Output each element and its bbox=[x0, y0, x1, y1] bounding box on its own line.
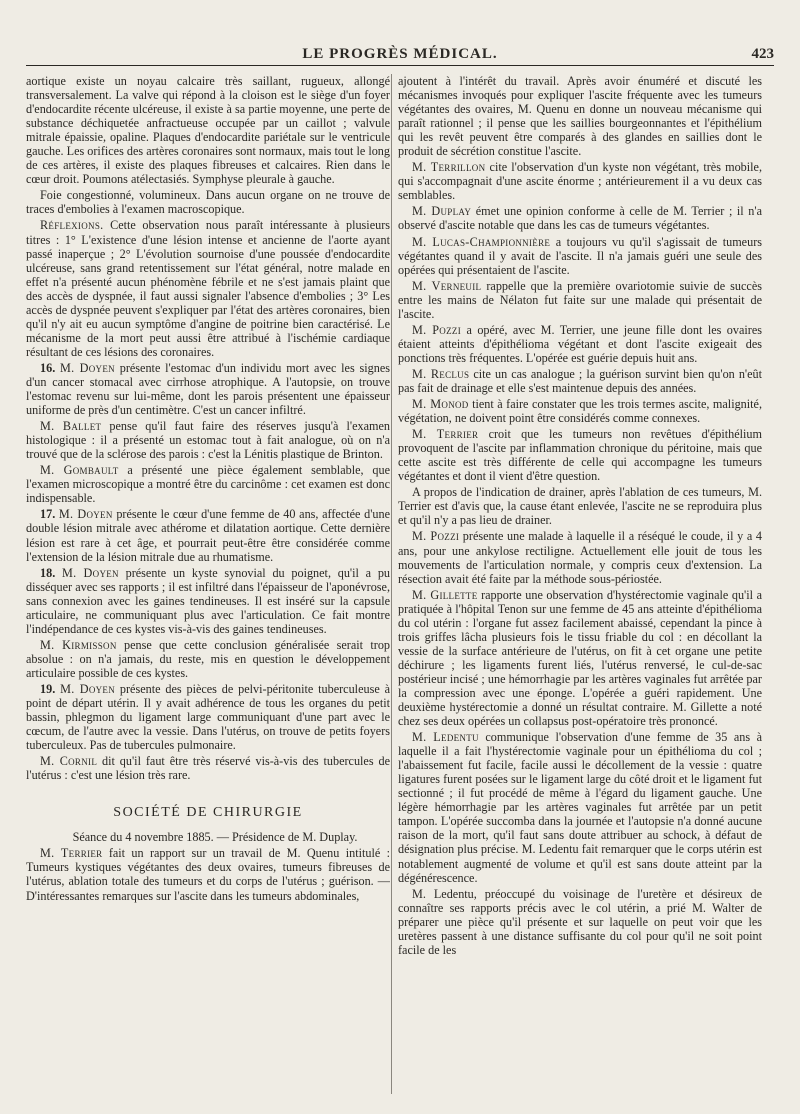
paragraph-text: dit qu'il faut être très réservé vis-à-vis des tubercules de l'utérus : c'est une lésion très rare. bbox=[26, 754, 390, 783]
paragraph-text: a toujours vu qu'il s'agissait de tumeurs végétantes quand il y avait de l'ascite. Il n'a jamais guéri une seule des opérées qui présentaient de l'ascite. bbox=[398, 234, 762, 277]
paragraph bbox=[398, 485, 762, 527]
paragraph-text: présente le cœur d'une femme de 40 ans, affectée d'une double lésion mitrale avec athérome et dilatation aortique. Cette dernière lésion est rare à cet âge, et pourrait peut-être être considérée comme l'extension de la lésion mitrale due au rhumatisme. bbox=[26, 507, 390, 564]
speaker-name: M. Gillette bbox=[412, 587, 478, 602]
speaker-name: M. Cornil bbox=[40, 754, 98, 769]
paragraph-text: ajoutent à l'intérêt du travail. Après avoir énuméré et discuté les mécanismes invoqués pour expliquer l'ascite fréquente avec les tumeurs végétantes des ovaires, M. Quenu en donne un nouveau mécanisme qui paraît rationnel ; il pense que les saillies bourgeonnantes et l'épithélium qui les revêt peuvent être comparés à des glandes en saillies dont le produit de sécrétion constitue l'ascite. bbox=[398, 74, 762, 159]
paragraph-text: M. Ledentu, préoccupé du voisinage de l'uretère et désireux de connaître ses rapports précis avec le col utérin, a prié M. Walter de préparer une pièce qu'il présente et sur laquelle on peut voir que les uretères passent à une distance suffisante du col pour qu'il ne soit point facile de les bbox=[398, 886, 762, 957]
right-column bbox=[398, 74, 762, 1104]
paragraph-text: présente des pièces de pelvi-péritonite tuberculeuse à point de départ utérin. Il y avait adhérence de tous les organes du petit bassin, phlegmon du ligament large communiquant d'une part avec le cœcum, de l'autre avec la vessie. Dans l'utérus, on trouve de petits foyers tuberculeux. Pas de tubercules pulmonaire. bbox=[26, 681, 390, 753]
paragraph bbox=[398, 323, 762, 365]
paragraph bbox=[398, 397, 762, 425]
paragraph-text: présente un kyste synovial du poignet, qu'il a pu disséquer avec ses rapports ; il est infiltré dans l'épaisseur de l'aponévrose, sans connexion avec les gaines tendineuses. Il est inséré sur la capsule articulaire, ne communiquant plus avec l'articulation. Ce fait montre l'indépendance de ces kystes vis-à-vis des gaines tendineuses. bbox=[26, 565, 390, 636]
speaker-name: Réflexions. bbox=[40, 218, 104, 233]
speaker-name: M. Gombault bbox=[40, 463, 119, 478]
paragraph-number: 17. bbox=[40, 507, 56, 522]
paragraph-text: présente l'estomac d'un individu mort avec les signes d'un cancer stomacal avec cirrhose atrophique. A l'autopsie, on trouve l'estomac revenu sur lui-même, dont les parois présentent une épaisseur uniforme de près d'un centimètre. C'est un cancer infiltré. bbox=[26, 360, 390, 418]
paragraph bbox=[398, 529, 762, 585]
paragraph bbox=[398, 367, 762, 395]
speaker-name: M. Ballet bbox=[40, 419, 102, 434]
paragraph-text: rapporte une observation d'hystérectomie vaginale qu'il a pratiquée à l'hôpital Tenon sur une femme de 45 ans atteinte d'épithélioma du col utérin : l'organe fut assez facilement abaissé, cependant la pince à trois griffes lâcha plusieurs fois le tissu friable du col : en décollant la vessie de la surface antérieure de l'utérus, on fit à cet organe une petite déchirure ; les ligaments furent liés, l'utérus renversé, le cul-de-sac postérieur incisé ; une hémorrhagie par les artères vaginales fut arrêtée par la compression avec une éponge. L'opérée a guéri rapidement. Une deuxième hystérectomie a donné un résultat contraire. M. Gillette a noté chez ses deux opérées un collapsus post-opératoire très prononcé. bbox=[398, 587, 762, 729]
paragraph-text: tient à faire constater que les trois termes ascite, malignité, végétation, ne doivent point être considérés comme connexes. bbox=[398, 397, 762, 426]
speaker-name: M. Pozzi bbox=[412, 529, 460, 544]
paragraph-text: pense que cette conclusion généralisée serait trop absolue : on n'a jamais, du reste, mis en question le développement articulaire possible de ces kystes. bbox=[26, 637, 390, 680]
speaker-name: M. Doyen bbox=[60, 681, 116, 696]
paragraph-number: 19. bbox=[40, 681, 56, 696]
journal-title: LE PROGRÈS MÉDICAL. bbox=[302, 46, 498, 62]
paragraph-text: a opéré, avec M. Terrier, une jeune fille dont les ovaires étaient atteints d'épithélioma végétant et dont l'ascite exigeait des ponctions très fréquentes. L'opérée est guérie depuis huit ans. bbox=[398, 322, 762, 365]
paragraph-text: pense qu'il faut faire des réserves jusqu'à l'examen histologique : il a présenté un estomac tout à fait analogue, où on n'a trouvé que de la sclérose des parois : c'est la Lénitis plastique de Brinton. bbox=[26, 419, 390, 462]
paragraph-text: rappelle que la première ovariotomie suivie de succès entre les mains de Nélaton fut faite sur une malade qui présentait de l'ascite. bbox=[398, 278, 762, 321]
speaker-name: M. Verneuil bbox=[412, 278, 482, 293]
speaker-name: M. Doyen bbox=[60, 360, 115, 375]
paragraph-text: cite un cas analogue ; la guérison survint bien qu'on n'eût pas fait de drainage et elle s'est maintenue depuis des années. bbox=[398, 366, 762, 395]
paragraph bbox=[26, 188, 390, 216]
paragraph bbox=[26, 507, 390, 563]
paragraph-number: 16. bbox=[40, 360, 56, 375]
speaker-name: M. Doyen bbox=[62, 565, 119, 580]
speaker-name: M. Monod bbox=[412, 397, 469, 412]
paragraph bbox=[26, 754, 390, 782]
speaker-name: M. Ledentu bbox=[412, 730, 479, 745]
paragraph bbox=[26, 218, 390, 358]
paragraph bbox=[26, 638, 390, 680]
column-divider bbox=[391, 74, 392, 1094]
paragraph bbox=[398, 74, 762, 158]
paragraph bbox=[26, 463, 390, 505]
paragraph bbox=[398, 730, 762, 885]
speaker-name: M. Doyen bbox=[58, 507, 113, 522]
paragraph bbox=[26, 846, 390, 902]
paragraph-text: a présenté une pièce également semblable, que l'examen microscopique a montré être du carcinôme : cet examen est donc indispensable. bbox=[26, 463, 390, 506]
paragraph-text: cite l'observation d'un kyste non végétant, très mobile, qui s'accompagnait d'une ascite énorme ; antérieurement il a vu deux cas semblables. bbox=[398, 160, 762, 203]
section-title: SOCIÉTÉ DE CHIRURGIE bbox=[113, 805, 303, 821]
paragraph bbox=[398, 588, 762, 728]
paragraph bbox=[398, 160, 762, 202]
paragraph-number: 18. bbox=[40, 565, 56, 580]
speaker-name: M. Terrier bbox=[40, 846, 103, 861]
paragraph bbox=[26, 566, 390, 636]
speaker-name: M. Terrillon bbox=[412, 160, 486, 175]
paragraph bbox=[398, 427, 762, 483]
paragraph-text: A propos de l'indication de drainer, après l'ablation de ces tumeurs, M. Terrier est d'avis que, la cause étant enlevée, l'ascite ne se reproduira plus et qu'il n'y a pas lieu de drainer. bbox=[398, 485, 762, 528]
paragraph bbox=[398, 279, 762, 321]
speaker-name: M. Terrier bbox=[412, 427, 479, 442]
paragraph bbox=[26, 682, 390, 752]
paragraph bbox=[26, 361, 390, 417]
page-number: 423 bbox=[751, 46, 774, 62]
paragraph-text: présente une malade à laquelle il a réséqué le coude, il y a 4 ans, pour une ankylose rectiligne. Actuellement elle jouit de tous les mouvements de l'articulation normale, y compris ceux d'extension. La résection avait été faite par la méthode sous-périostée. bbox=[398, 529, 762, 586]
speaker-name: M. Pozzi bbox=[412, 322, 462, 337]
speaker-name: M. Reclus bbox=[412, 366, 470, 381]
paragraph-text: croit que les tumeurs non revêtues d'épithélium provoquent de l'ascite par inflammation chronique du péritoine, mais que cette ascite est très différente de celle qui accompagne les tumeurs végétantes et dont il vient d'être question. bbox=[398, 427, 762, 484]
paragraph bbox=[398, 235, 762, 277]
paragraph bbox=[26, 419, 390, 461]
paragraph-text: communique l'observation d'une femme de 35 ans à laquelle il a fait l'hystérectomie vaginale pour un épithélioma du col ; l'abaissement fut facile, facile aussi le décollement de la vessie : quatre ligatures furent posées sur le ligament large du côté droit et le ligament fut sectionné ; il fut procédé de même à l'égard du ligament gauche. Une légère hémorrhagie par les artères vaginales fut arrêtée par un petit tampon. L'opérée succomba dans la journée et l'autopsie n'a donné aucune raison de la mort, qu'il faut sans doute attribuer au schock, à défaut de désignation plus précise. M. Ledentu fait remarquer que le corps utérin est notablement augmenté de volume et qu'il est sans doute atteint par la dégénérescence. bbox=[398, 730, 762, 885]
speaker-name: M. Duplay bbox=[412, 204, 472, 219]
paragraph-text: fait un rapport sur un travail de M. Quenu intitulé : Tumeurs kystiques végétantes des deux ovaires, tumeurs fibreuses de l'utérus, ablation totale des tumeurs et du corps de l'utérus ; guérison. — D'intéressantes remarques sur l'ascite dans les tumeurs abdominales, bbox=[26, 846, 390, 903]
paragraph-text: aortique existe un noyau calcaire très saillant, rugueux, allongé transversalement. La valve qui répond à la cloison est le siège d'un foyer d'endocardite récente ulcéreuse, il existe à sa partie moyenne, une perte de substance déchiquetée anfractueuse occupée par un caillot ; valvule mitrale épaissie, opaline. Plaques d'endocardite pariétale sur le ventricule gauche. Les orifices des artères coronaires sont normaux, mais tout le long de ces artères, il existe des plaques fibreuses et calcaires. Rien dans le cœur droit. Poumons atélectasiés. Symphyse pleurale à gauche. bbox=[26, 74, 390, 187]
left-column bbox=[26, 74, 390, 1104]
paragraph bbox=[26, 74, 390, 186]
speaker-name: M. Lucas-Championnière bbox=[412, 234, 551, 249]
speaker-name: M. Kirmisson bbox=[40, 637, 117, 652]
paragraph-text: Cette observation nous paraît intéressante à plusieurs titres : 1° L'existence d'une lésion intense et ancienne de l'aorte ayant passé inaperçue ; 2° L'évolution sournoise d'une poussée d'endocardite ulcéreuse, sans grand retentissement sur l'état général, notre malade en effet n'a présenté aucun phénomène fébrile et ne s'est jamais plaint que des accès de dyspnée, il faut aussi signaler l'absence d'embolies ; 3° Les accès de dyspnée peuvent s'expliquer par l'état des artères coronaires, bien qu'il n'y ait eu aucun symptôme d'angine de poitrine bien caractérisé. Le mécanisme de la mort peut aussi être attribué à l'ischémie cardiaque résultant de ces lésions des coronaires. bbox=[26, 218, 390, 359]
paragraph-text: émet une opinion conforme à celle de M. Terrier ; il n'a observé d'ascite notable que dans les cas de tumeurs végétantes. bbox=[398, 204, 762, 233]
paragraph-text: Foie congestionné, volumineux. Dans aucun organe on ne trouve de traces d'embolies à l'examen macroscopique. bbox=[26, 188, 390, 217]
session-line: Séance du 4 novembre 1885. — Présidence de M. Duplay. bbox=[72, 830, 358, 845]
page-header bbox=[26, 44, 774, 66]
paragraph bbox=[398, 887, 762, 957]
paragraph bbox=[398, 204, 762, 232]
